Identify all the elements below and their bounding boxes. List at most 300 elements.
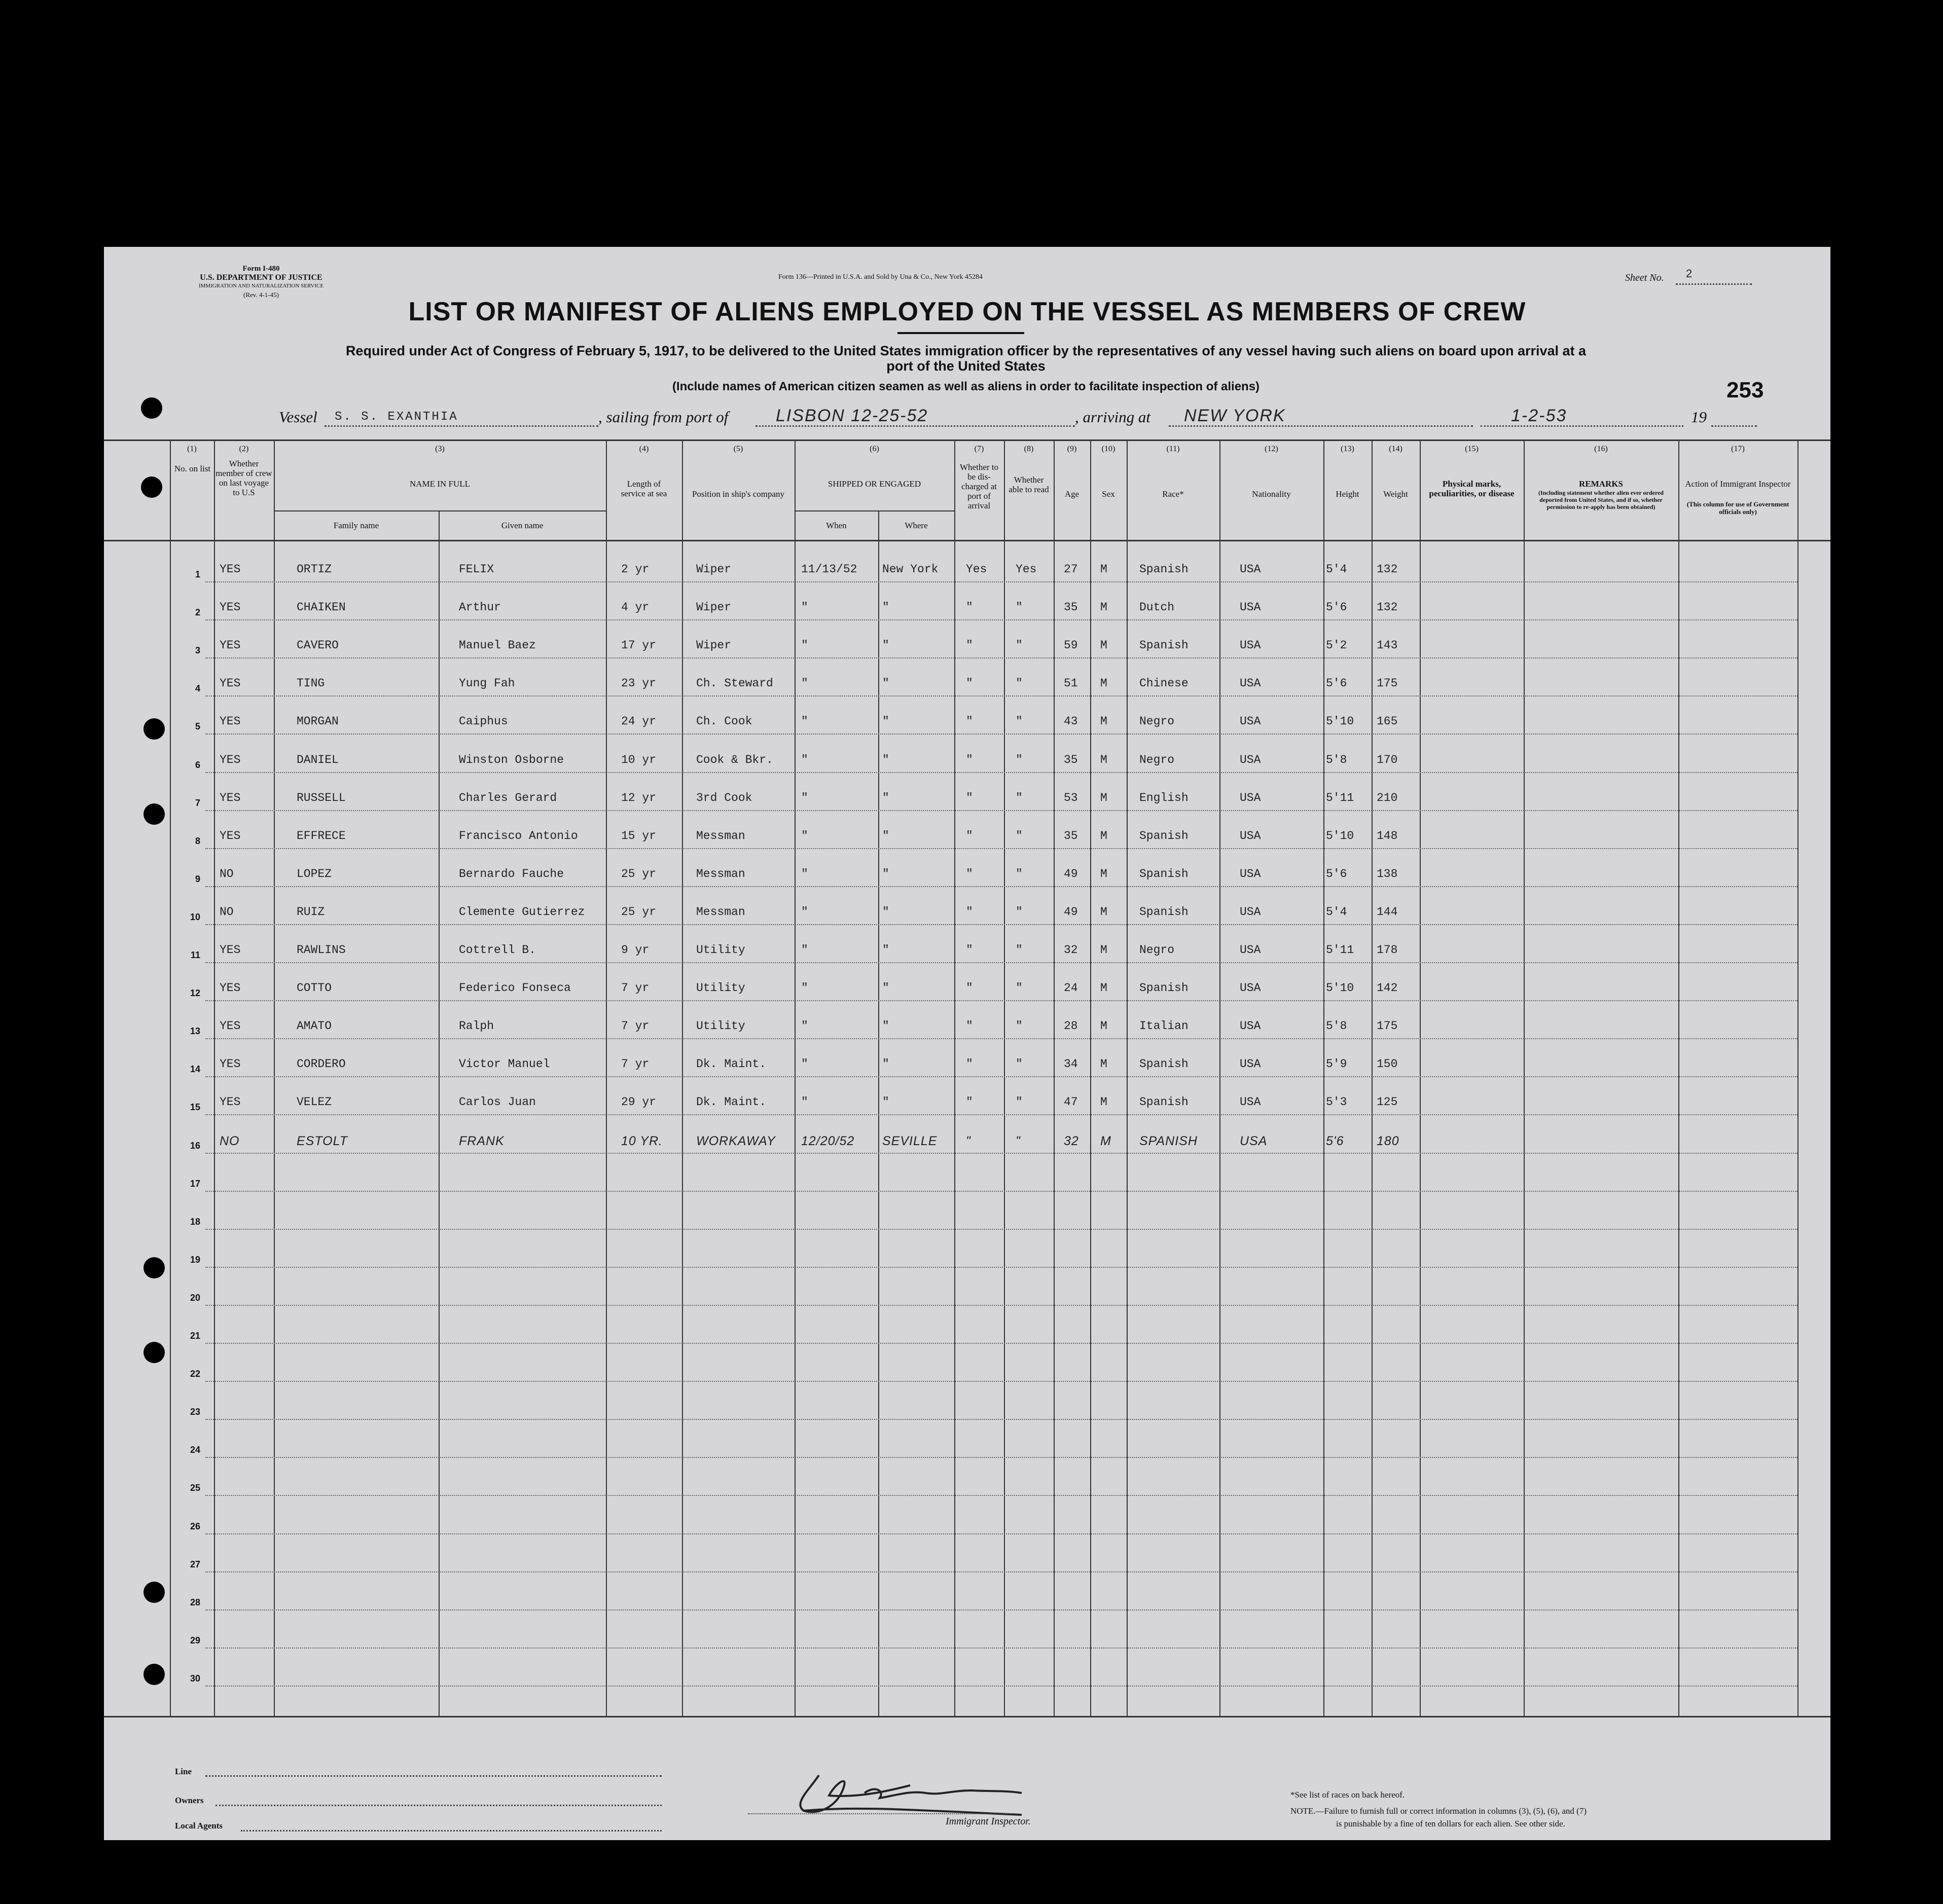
read-cell: " [1016, 867, 1023, 881]
service-cell: 10 YR. [621, 1133, 663, 1148]
position-cell: Messman [696, 829, 745, 843]
race-cell: Spanish [1139, 639, 1189, 652]
discharged-cell: " [966, 829, 973, 843]
service-cell: 7 yr [621, 1057, 650, 1071]
header-age: Age [1064, 489, 1080, 499]
header-remarks: REMARKS [1579, 479, 1623, 489]
row-number: 27 [190, 1559, 200, 1569]
position-cell: Ch. Steward [696, 677, 773, 690]
discharged-cell: " [966, 715, 973, 728]
discharged-cell: " [966, 1019, 973, 1033]
row-number: 21 [190, 1331, 200, 1341]
where-cell: " [882, 1095, 889, 1109]
race-cell: Spanish [1139, 905, 1189, 919]
col-num-14: (14) [1389, 445, 1402, 453]
member-cell: YES [220, 1057, 241, 1071]
col-num-4: (4) [639, 445, 649, 453]
header-discharged: Whether to be dis- charged at port of arrival [960, 462, 998, 510]
read-cell: " [1016, 1133, 1021, 1148]
member-cell: YES [220, 639, 241, 652]
when-cell: " [801, 1019, 808, 1033]
table-row [104, 971, 1830, 1009]
year-label: 19 [1691, 408, 1707, 426]
race-cell: Negro [1139, 753, 1175, 766]
table-row [104, 1124, 1830, 1162]
row-number: 14 [190, 1064, 200, 1075]
row-rule [205, 1305, 1797, 1306]
weight-cell: 143 [1377, 639, 1398, 652]
row-number: 22 [190, 1369, 200, 1379]
col-num-7: (7) [974, 445, 984, 453]
header-inspector-note: (This column for use of Government officials only) [1686, 500, 1789, 516]
local-agents-field [241, 1815, 662, 1832]
header-weight: Weight [1383, 489, 1408, 499]
service-cell: 4 yr [621, 601, 650, 614]
row-rule [205, 886, 1797, 887]
when-cell: " [801, 981, 808, 995]
when-cell: " [801, 677, 808, 690]
family-name-cell: RUSSELL [297, 791, 346, 804]
read-cell: " [1016, 753, 1023, 766]
row-rule [205, 1419, 1797, 1420]
read-cell: " [1016, 1095, 1023, 1109]
sex-cell: M [1100, 753, 1107, 766]
table-body [104, 540, 1830, 1716]
discharged-cell: " [966, 791, 973, 804]
position-cell: Wiper [696, 563, 732, 576]
nationality-cell: USA [1240, 867, 1261, 881]
service-cell: 25 yr [621, 867, 657, 881]
when-cell: " [801, 867, 808, 881]
row-number: 4 [195, 683, 200, 694]
race-cell: Negro [1139, 943, 1175, 957]
where-cell: " [882, 867, 889, 881]
where-cell: " [882, 905, 889, 919]
races-note: *See list of races on back hereof. [1290, 1790, 1405, 1800]
weight-cell: 138 [1377, 867, 1398, 881]
row-rule [205, 695, 1797, 697]
arriving-label: , arriving at [1075, 408, 1150, 426]
member-cell: NO [220, 867, 234, 881]
family-name-cell: CAVERO [297, 639, 339, 652]
row-rule [205, 1343, 1797, 1344]
nationality-cell: USA [1240, 1133, 1268, 1148]
row-number: 15 [190, 1102, 200, 1113]
table-row [104, 1390, 1830, 1428]
header-no-on-list: No. on list [174, 464, 211, 473]
row-rule [205, 1191, 1797, 1192]
member-cell: YES [220, 791, 241, 804]
read-cell: " [1016, 943, 1023, 957]
col-num-2: (2) [239, 445, 249, 453]
header-member-last-voyage: Whether member of crew on last voyage to U.S [215, 459, 272, 497]
discharged-cell: " [966, 981, 973, 995]
row-number: 17 [190, 1178, 200, 1189]
family-name-cell: MORGAN [297, 715, 339, 728]
row-rule [205, 657, 1797, 658]
when-cell: 12/20/52 [801, 1133, 855, 1148]
race-cell: Spanish [1139, 829, 1189, 843]
weight-cell: 175 [1377, 677, 1398, 690]
form-number: Form I-480 [242, 265, 280, 273]
race-cell: Italian [1139, 1019, 1189, 1033]
height-cell: 5'4 [1326, 905, 1347, 919]
service-cell: 12 yr [621, 791, 657, 804]
table-row [104, 743, 1830, 781]
height-cell: 5'8 [1326, 1019, 1347, 1033]
row-number: 3 [195, 645, 200, 656]
sex-cell: M [1100, 829, 1107, 843]
header-remarks-note: (Including statement whether alien ever ordered deported from United States, and if so, whether permission to re-apply has been obtained) [1538, 489, 1664, 510]
position-cell: Messman [696, 905, 745, 919]
discharged-cell: " [966, 867, 973, 881]
row-rule [205, 1267, 1797, 1268]
position-cell: Dk. Maint. [696, 1057, 767, 1071]
given-name-cell: Arthur [459, 601, 501, 614]
given-name-cell: Federico Fonseca [459, 981, 571, 995]
row-number: 5 [195, 721, 200, 732]
table-row [104, 1162, 1830, 1200]
position-cell: Utility [696, 943, 745, 957]
race-cell: Spanish [1139, 1095, 1189, 1109]
service-name: IMMIGRATION AND NATURALIZATION SERVICE [198, 283, 324, 289]
col-num-9: (9) [1067, 445, 1077, 453]
nationality-cell: USA [1240, 639, 1261, 652]
sex-cell: M [1100, 1057, 1107, 1071]
table-row [104, 781, 1830, 819]
race-cell: Chinese [1139, 677, 1189, 690]
row-rule [205, 1114, 1797, 1115]
year-field [1711, 405, 1757, 427]
header-given-name: Given name [501, 521, 544, 530]
row-rule [205, 848, 1797, 849]
nationality-cell: USA [1240, 981, 1261, 995]
read-cell: " [1016, 601, 1023, 614]
service-cell: 17 yr [621, 639, 657, 652]
header-physical-marks: Physical marks, peculiarities, or disease [1429, 479, 1515, 498]
header-nationality: Nationality [1252, 489, 1291, 499]
row-number: 26 [190, 1521, 200, 1531]
weight-cell: 178 [1377, 943, 1398, 957]
header-when: When [826, 521, 847, 530]
given-name-cell: Bernardo Fauche [459, 867, 564, 881]
height-cell: 5'8 [1326, 753, 1347, 766]
header-height: Height [1336, 489, 1359, 499]
col-num-1: (1) [187, 445, 197, 453]
height-cell: 5'9 [1326, 1057, 1347, 1071]
read-cell: Yes [1016, 563, 1037, 576]
table-row [104, 1505, 1830, 1543]
nationality-cell: USA [1240, 753, 1261, 766]
race-cell: Dutch [1139, 601, 1175, 614]
where-cell: " [882, 1019, 889, 1033]
nationality-cell: USA [1240, 563, 1261, 576]
height-cell: 5'6 [1326, 677, 1347, 690]
service-cell: 10 yr [621, 753, 657, 766]
family-name-cell: AMATO [297, 1019, 332, 1033]
sex-cell: M [1100, 981, 1107, 995]
table-row [104, 1657, 1830, 1695]
nationality-cell: USA [1240, 791, 1261, 804]
position-cell: Wiper [696, 601, 732, 614]
row-number: 16 [190, 1140, 200, 1151]
row-rule [205, 772, 1797, 773]
height-cell: 5'4 [1326, 563, 1347, 576]
sex-cell: M [1100, 715, 1107, 728]
sheet-number-field [1676, 267, 1752, 285]
table-row [104, 895, 1830, 933]
height-cell: 5'11 [1326, 943, 1354, 957]
row-rule [205, 924, 1797, 925]
service-cell: 29 yr [621, 1095, 657, 1109]
vessel-label: Vessel [279, 408, 317, 426]
position-cell: Dk. Maint. [696, 1095, 767, 1109]
row-rule [205, 1381, 1797, 1382]
age-cell: 49 [1064, 905, 1078, 919]
height-cell: 5'11 [1326, 791, 1354, 804]
sailing-field [755, 405, 1075, 427]
discharged-cell: " [966, 1057, 973, 1071]
when-cell: " [801, 829, 808, 843]
member-cell: YES [220, 829, 241, 843]
age-cell: 28 [1064, 1019, 1078, 1033]
age-cell: 32 [1064, 1133, 1079, 1148]
penalty-note-2: is punishable by a fine of ten dollars for each alien. See other side. [1336, 1819, 1565, 1828]
race-cell: Negro [1139, 715, 1175, 728]
weight-cell: 210 [1377, 791, 1398, 804]
table-bottom-rule [104, 1716, 1830, 1717]
height-cell: 5'10 [1326, 981, 1354, 995]
member-cell: YES [220, 601, 241, 614]
age-cell: 27 [1064, 563, 1078, 576]
age-cell: 59 [1064, 639, 1078, 652]
discharged-cell: " [966, 1095, 973, 1109]
col-num-15: (15) [1465, 445, 1479, 453]
discharged-cell: " [966, 905, 973, 919]
sex-cell: M [1100, 791, 1107, 804]
family-name-cell: TING [297, 677, 325, 690]
header-inspector-action: Action of Immigrant Inspector [1685, 479, 1791, 489]
department: U.S. DEPARTMENT OF JUSTICE [200, 273, 322, 282]
age-cell: 53 [1064, 791, 1078, 804]
row-number: 1 [195, 569, 200, 580]
service-cell: 23 yr [621, 677, 657, 690]
row-rule [205, 1533, 1797, 1534]
given-name-cell: FRANK [459, 1133, 505, 1148]
arrival-date: 1-2-53 [1511, 406, 1567, 425]
sheet-number: 2 [1686, 267, 1694, 280]
row-rule [205, 1609, 1797, 1610]
row-rule [205, 619, 1797, 620]
member-cell: YES [220, 677, 241, 690]
member-cell: YES [220, 1095, 241, 1109]
table-row [104, 857, 1830, 895]
punch-hole [141, 397, 162, 419]
table-row [104, 1466, 1830, 1504]
owners-label: Owners [175, 1796, 204, 1805]
table-row [104, 667, 1830, 705]
height-cell: 5'6 [1326, 1133, 1344, 1148]
where-cell: " [882, 829, 889, 843]
member-cell: YES [220, 715, 241, 728]
discharged-cell: " [966, 943, 973, 957]
row-number: 23 [190, 1407, 200, 1417]
row-rule [205, 1647, 1797, 1649]
read-cell: " [1016, 829, 1023, 843]
where-cell: " [882, 677, 889, 690]
table-top-rule [104, 440, 1830, 441]
col-num-3: (3) [435, 445, 445, 453]
header-length-of-service: Length of service at sea [621, 479, 667, 498]
form-header [165, 265, 357, 299]
row-rule [205, 1686, 1797, 1687]
sex-cell: M [1100, 1019, 1107, 1033]
member-cell: NO [220, 1133, 240, 1148]
table-row [104, 591, 1830, 629]
name-subheader-rule [274, 510, 606, 511]
table-row [104, 1581, 1830, 1619]
where-cell: " [882, 1057, 889, 1071]
row-rule [205, 810, 1797, 811]
when-cell: " [801, 791, 808, 804]
col-num-5: (5) [733, 445, 743, 453]
height-cell: 5'10 [1326, 829, 1354, 843]
family-name-cell: RAWLINS [297, 943, 346, 957]
row-number: 19 [190, 1254, 200, 1265]
crew-table [104, 440, 1830, 1720]
row-rule [205, 962, 1797, 963]
row-number: 2 [195, 607, 200, 618]
row-number: 18 [190, 1216, 200, 1227]
given-name-cell: Clemente Gutierrez [459, 905, 585, 919]
given-name-cell: Manuel Baez [459, 639, 536, 652]
sailing-port: LISBON 12-25-52 [776, 406, 928, 425]
line-field [205, 1760, 662, 1777]
weight-cell: 180 [1377, 1133, 1399, 1148]
family-name-cell: VELEZ [297, 1095, 332, 1109]
header-position: Position in ship's company [692, 489, 785, 499]
given-name-cell: FELIX [459, 563, 494, 576]
family-name-cell: ESTOLT [297, 1133, 348, 1148]
weight-cell: 150 [1377, 1057, 1398, 1071]
row-number: 30 [190, 1673, 200, 1683]
page-title: LIST OR MANIFEST OF ALIENS EMPLOYED ON THE VESSEL AS MEMBERS OF CREW [408, 297, 1526, 326]
weight-cell: 170 [1377, 753, 1398, 766]
requirement-line-2: port of the United States [886, 358, 1046, 374]
where-cell: " [882, 791, 889, 804]
race-cell: Spanish [1139, 563, 1189, 576]
nationality-cell: USA [1240, 1019, 1261, 1033]
penalty-note-1: NOTE.—Failure to furnish full or correct information in columns (3), (5), (6), and (7) [1290, 1806, 1587, 1816]
table-row [104, 1200, 1830, 1238]
table-row [104, 819, 1830, 857]
position-cell: Wiper [696, 639, 732, 652]
where-cell: " [882, 715, 889, 728]
read-cell: " [1016, 639, 1023, 652]
nationality-cell: USA [1240, 715, 1261, 728]
row-rule [205, 1495, 1797, 1496]
position-cell: 3rd Cook [696, 791, 752, 804]
col-num-13: (13) [1341, 445, 1354, 453]
table-row [104, 1276, 1830, 1314]
read-cell: " [1016, 791, 1023, 804]
weight-cell: 132 [1377, 563, 1398, 576]
table-row [104, 553, 1830, 591]
age-cell: 35 [1064, 601, 1078, 614]
height-cell: 5'3 [1326, 1095, 1347, 1109]
height-cell: 5'6 [1326, 601, 1347, 614]
member-cell: YES [220, 753, 241, 766]
position-cell: Utility [696, 1019, 745, 1033]
position-cell: Utility [696, 981, 745, 995]
age-cell: 34 [1064, 1057, 1078, 1071]
member-cell: YES [220, 1019, 241, 1033]
family-name-cell: RUIZ [297, 905, 325, 919]
height-cell: 5'6 [1326, 867, 1347, 881]
table-row [104, 1085, 1830, 1123]
when-cell: " [801, 715, 808, 728]
nationality-cell: USA [1240, 1057, 1261, 1071]
height-cell: 5'2 [1326, 639, 1347, 652]
age-cell: 47 [1064, 1095, 1078, 1109]
sex-cell: M [1100, 943, 1107, 957]
when-cell: " [801, 905, 808, 919]
sex-cell: M [1100, 905, 1107, 919]
family-name-cell: DANIEL [297, 753, 339, 766]
given-name-cell: Caiphus [459, 715, 508, 728]
weight-cell: 165 [1377, 715, 1398, 728]
member-cell: YES [220, 981, 241, 995]
where-cell: New York [882, 563, 939, 576]
row-rule [205, 1571, 1797, 1572]
table-row [104, 1009, 1830, 1047]
where-cell: " [882, 639, 889, 652]
inspector-signature [758, 1755, 1083, 1826]
nationality-cell: USA [1240, 601, 1261, 614]
row-rule [205, 1153, 1797, 1154]
table-row [104, 705, 1830, 743]
age-cell: 43 [1064, 715, 1078, 728]
row-rule [205, 1038, 1797, 1039]
race-cell: English [1139, 791, 1189, 804]
given-name-cell: Ralph [459, 1019, 494, 1033]
given-name-cell: Carlos Juan [459, 1095, 536, 1109]
given-name-cell: Yung Fah [459, 677, 515, 690]
col-num-16: (16) [1594, 445, 1608, 453]
service-cell: 9 yr [621, 943, 650, 957]
weight-cell: 142 [1377, 981, 1398, 995]
when-cell: 11/13/52 [801, 563, 857, 576]
family-name-cell: LOPEZ [297, 867, 332, 881]
discharged-cell: " [966, 639, 973, 652]
row-number: 13 [190, 1026, 200, 1037]
age-cell: 35 [1064, 829, 1078, 843]
family-name-cell: CORDERO [297, 1057, 346, 1071]
row-number: 7 [195, 797, 200, 808]
line-label: Line [175, 1767, 192, 1776]
table-row [104, 1352, 1830, 1390]
inspector-label: Immigrant Inspector. [946, 1816, 1031, 1827]
sex-cell: M [1100, 1095, 1107, 1109]
row-rule [205, 581, 1797, 582]
given-name-cell: Francisco Antonio [459, 829, 578, 843]
printer-line: Form 136—Printed in U.S.A. and Sold by Una & Co., New York 45284 [778, 273, 983, 281]
table-row [104, 1047, 1830, 1085]
local-agents-label: Local Agents [175, 1821, 223, 1830]
header-sex: Sex [1102, 489, 1115, 499]
family-name-cell: ORTIZ [297, 563, 332, 576]
sailing-label: , sailing from port of [598, 408, 729, 426]
